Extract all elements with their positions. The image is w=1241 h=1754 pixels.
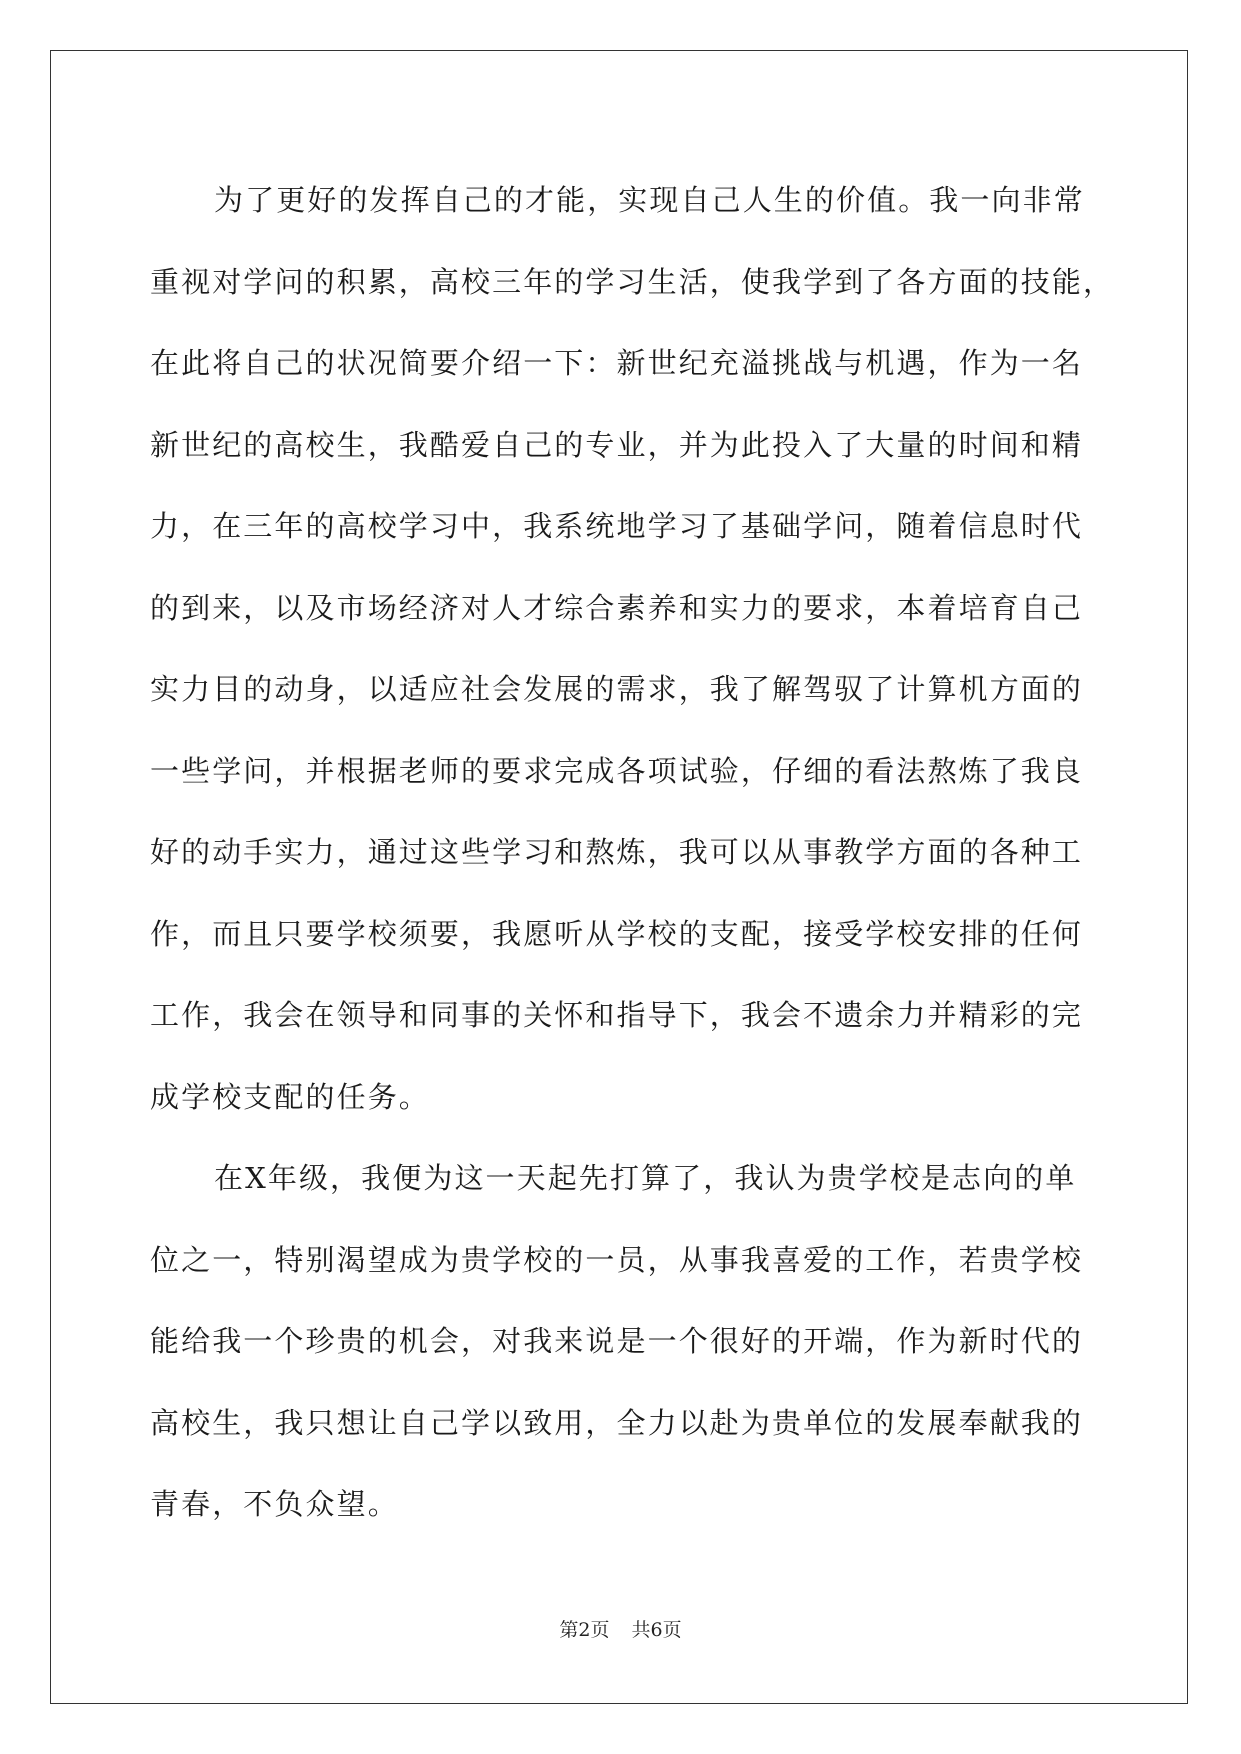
text-line: 力，在三年的高校学习中，我系统地学习了基础学问，随着信息时代 [150, 509, 1084, 543]
text-line: 好的动手实力，通过这些学习和熬炼，我可以从事教学方面的各种工 [150, 835, 1084, 869]
page-number: 第2页 [559, 1619, 610, 1641]
text-line: 成学校支配的任务。 [150, 1079, 430, 1114]
text-line: 作，而且只要学校须要，我愿听从学校的支配，接受学校安排的任何 [150, 916, 1084, 951]
text-line: 新世纪的高校生，我酷爱自己的专业，并为此投入了大量的时间和精 [150, 427, 1084, 462]
text-line: 的到来，以及市场经济对人才综合素养和实力的要求，本着培育自己 [150, 590, 1084, 625]
text-line: 在此将自己的状况简要介绍一下：新世纪充溢挑战与机遇，作为一名 [150, 346, 1084, 380]
text-line: 实力目的动身，以适应社会发展的需求，我了解驾驭了计算机方面的 [150, 672, 1084, 706]
text-line: 在X年级，我便为这一天起先打算了，我认为贵学校是志向的单 [214, 1161, 1077, 1195]
document-body [150, 160, 1115, 1546]
text-line: 青春，不负众望。 [150, 1487, 399, 1521]
text-line: 能给我一个珍贵的机会，对我来说是一个很好的开端，作为新时代的 [150, 1324, 1084, 1358]
page-total: 共6页 [631, 1619, 682, 1641]
text-line: 位之一，特别渴望成为贵学校的一员，从事我喜爱的工作，若贵学校 [150, 1242, 1084, 1277]
text-line: 工作，我会在领导和同事的关怀和指导下，我会不遗余力并精彩的完 [150, 998, 1084, 1032]
page-footer [0, 1618, 1241, 1642]
text-line: 为了更好的发挥自己的才能，实现自己人生的价值。我一向非常 [214, 183, 1085, 217]
text-line: 重视对学问的积累，高校三年的学习生活，使我学到了各方面的技能， [150, 264, 1115, 299]
paragraph-2 [150, 1138, 1092, 1546]
text-line: 高校生，我只想让自己学以致用，全力以赴为贵单位的发展奉献我的 [150, 1405, 1084, 1440]
paragraph-1 [150, 160, 1115, 1138]
text-line: 一些学问，并根据老师的要求完成各项试验，仔细的看法熬炼了我良 [150, 753, 1084, 788]
